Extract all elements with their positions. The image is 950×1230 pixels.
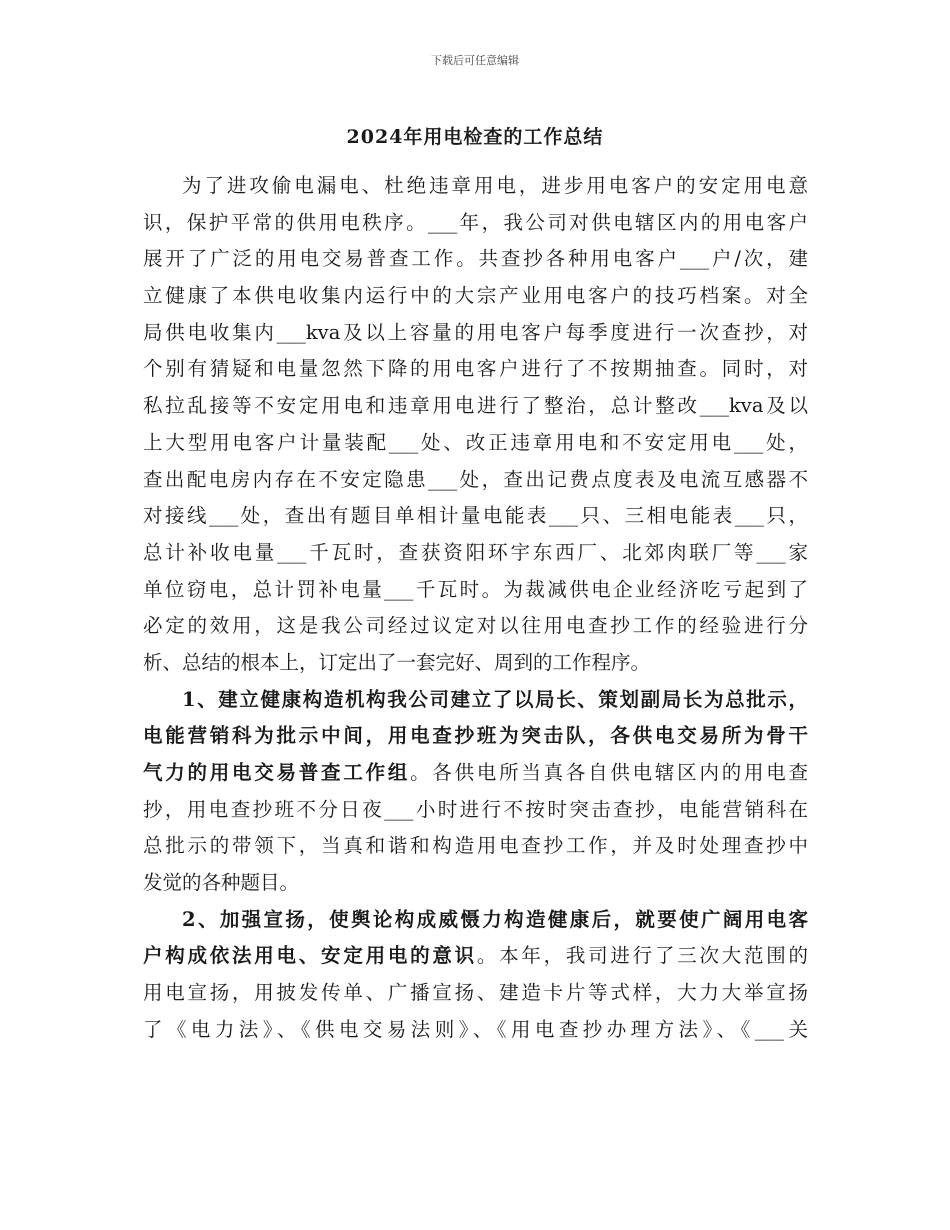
paragraph-line: 上大型用电客户计量装配___处、改正违章用电和不安定用电___处， [143,430,808,454]
paragraph-text: 。各供电所当真各自供电辖区内的用电查 [410,761,808,784]
paragraph-line: 识，保护平常的供用电秩序。___年，我公司对供电辖区内的用电客户 [143,210,808,234]
paragraph-line: 展开了广泛的用电交易普查工作。共查抄各种用电客户___户/次，建 [143,247,808,271]
paragraph-line: 用电宣扬，用披发传单、广播宣扬、建造卡片等式样，大力大举宣扬 [143,981,808,1005]
paragraph-line: 发觉的各种题目。 [143,871,300,895]
paragraph-line: 单位窃电，总计罚补电量___千瓦时。为裁减供电企业经济吃亏起到了 [143,577,808,601]
paragraph-line: 个别有猜疑和电量忽然下降的用电客户进行了不按期抽查。同时，对 [143,357,808,381]
paragraph-line: 查出配电房内存在不安定隐患___处，查出记费点度表及电流互感器不 [143,467,808,491]
paragraph-line [143,755,808,792]
document-body [143,168,808,1049]
paragraph-line: 私拉乱接等不安定用电和违章用电进行了整治，总计整改___kva及以 [143,394,808,418]
paragraph-line: 局供电收集内___kva及以上容量的用电客户每季度进行一次查抄，对 [143,320,808,344]
section-heading-line: 1、建立健康构造机构我公司建立了以局长、策划副局长为总批示， [182,687,808,711]
paragraph-line: 必定的效用，这是我公司经过议定对以往用电查抄工作的经验进行分 [143,614,808,638]
paragraph-line: 对接线___处，查出有题目单相计量电能表___只、三相电能表___只， [143,504,808,528]
section-heading-text: 户构成依法用电、安定用电的意识 [143,944,477,968]
paragraph-line: 总计补收电量___千瓦时，查获资阳环宇东西厂、北郊肉联厂等___家 [143,540,808,564]
paragraph-line: 为了进攻偷电漏电、杜绝违章用电，进步用电客户的安定用电意 [182,174,808,197]
paragraph-line: 析、总结的根本上，订定出了一套完好、周到的工作程序。 [143,650,651,674]
page-header-note: 下载后可任意编辑 [431,54,519,67]
section-heading-line: 2、加强宣扬，使舆论构成威慑力构造健康后，就要使广阔用电客 [182,907,808,931]
paragraph-line [143,938,808,975]
paragraph-text: 。本年，我司进行了三次大范围的 [476,944,808,968]
paragraph-line: 抄，用电查抄班不分日夜___小时进行不按时突击查抄，电能营销科在 [143,797,808,821]
document-title: 2024年用电检查的工作总结 [346,126,604,148]
paragraph-line: 了《电力法》、《供电交易法则》、《用电查抄办理方法》、《___关 [143,1017,808,1041]
paragraph-line: 立健康了本供电收集内运行中的大宗产业用电客户的技巧档案。对全 [143,284,808,308]
section-heading-text: 气力的用电交易普查工作组 [143,761,411,784]
section-heading-line: 电能营销科为批示中间，用电查抄班为突击队，各供电交易所为骨干 [143,724,808,748]
paragraph-line: 总批示的带领下，当真和谐和构造用电查抄工作，并及时处理查抄中 [143,834,808,858]
